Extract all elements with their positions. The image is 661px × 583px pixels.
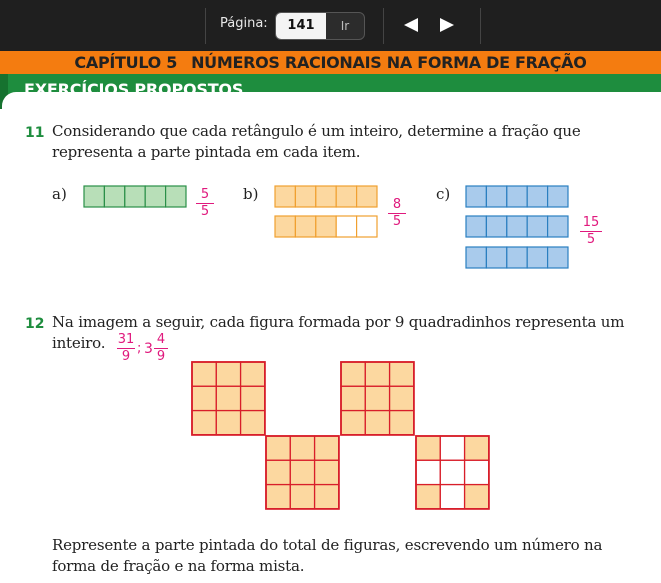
grid-shaded-square	[315, 460, 339, 484]
grid-shaded-square	[465, 436, 489, 460]
exercise-number: 12	[25, 316, 45, 332]
shaded-part	[145, 186, 165, 207]
shaded-part	[104, 186, 124, 207]
grid-shaded-square	[290, 485, 314, 509]
grid-empty-square	[465, 460, 489, 484]
go-button[interactable]: Ir	[340, 19, 350, 33]
grid-shaded-square	[290, 436, 314, 460]
shaded-part	[527, 186, 547, 207]
item-c-figure	[466, 186, 568, 268]
shaded-part	[527, 247, 547, 268]
grid-shaded-square	[341, 411, 365, 435]
shaded-part	[548, 247, 568, 268]
denominator: 9	[121, 349, 131, 364]
exercise-text: representa a parte pintada em cada item.	[52, 143, 361, 161]
grid-shaded-square	[241, 386, 265, 410]
mixed-fraction	[154, 333, 168, 364]
unshaded-part	[336, 216, 356, 237]
item-a-figure	[84, 186, 186, 207]
grid-shaded-square	[192, 411, 216, 435]
shaded-part	[125, 186, 145, 207]
shaded-part	[466, 216, 486, 237]
shaded-part	[316, 186, 336, 207]
shaded-part	[316, 216, 336, 237]
grid-shaded-square	[365, 362, 389, 386]
shaded-part	[507, 247, 527, 268]
shaded-part	[507, 186, 527, 207]
grid-shaded-square	[216, 386, 240, 410]
answer-fraction-a	[196, 188, 214, 219]
grid-shaded-square	[192, 362, 216, 386]
page-number-input[interactable]: 141	[276, 13, 326, 39]
grid-shaded-square	[266, 436, 290, 460]
mixed-whole: 3	[144, 341, 153, 357]
shaded-part	[486, 216, 506, 237]
grid-shaded-square	[390, 411, 414, 435]
item-label-a: a)	[52, 185, 67, 203]
numerator: 8	[392, 197, 402, 212]
shaded-part	[295, 216, 315, 237]
grid-shaded-square	[341, 386, 365, 410]
answer-fraction-b	[388, 198, 406, 229]
grid-shaded-square	[465, 485, 489, 509]
item-label-b: b)	[243, 185, 259, 203]
grid-shaded-square	[290, 460, 314, 484]
shaded-part	[84, 186, 104, 207]
unshaded-part	[357, 216, 377, 237]
exercise-number: 11	[25, 125, 45, 141]
grid-shaded-square	[266, 460, 290, 484]
grid-shaded-square	[365, 386, 389, 410]
grid-shaded-square	[216, 411, 240, 435]
answer-separator: ;	[137, 341, 142, 356]
grid-empty-square	[440, 436, 464, 460]
shaded-part	[548, 186, 568, 207]
exercise-12-figures	[192, 362, 489, 509]
item-label-c: c)	[436, 185, 451, 203]
shaded-part	[275, 216, 295, 237]
denominator: 5	[200, 204, 210, 219]
numerator: 15	[582, 215, 600, 230]
grid-shaded-square	[192, 386, 216, 410]
grid-shaded-square	[365, 411, 389, 435]
section-title: EXERCÍCIOS PROPOSTOS	[24, 80, 244, 99]
exercise-text: Na imagem a seguir, cada figura formada por 9 quadradinhos representa um	[52, 313, 625, 331]
shaded-part	[527, 216, 547, 237]
shaded-part	[166, 186, 186, 207]
exercise-prompt: forma de fração e na forma mista.	[52, 557, 305, 575]
chapter-label: CAPÍTULO 5	[74, 53, 178, 72]
shaded-part	[466, 247, 486, 268]
grid-shaded-square	[315, 436, 339, 460]
answer-fraction	[117, 333, 135, 364]
grid-shaded-square	[416, 485, 440, 509]
grid-empty-square	[440, 485, 464, 509]
grid-shaded-square	[315, 485, 339, 509]
exercise-text: Considerando que cada retângulo é um inteiro, determine a fração que	[52, 122, 581, 140]
grid-shaded-square	[390, 362, 414, 386]
shaded-part	[295, 186, 315, 207]
chapter-title: NÚMEROS RACIONAIS NA FORMA DE FRAÇÃO	[191, 53, 587, 72]
answer-fraction-c	[580, 216, 602, 247]
grid-shaded-square	[341, 362, 365, 386]
item-b-figure	[275, 186, 377, 237]
shaded-part	[275, 186, 295, 207]
denominator: 5	[392, 214, 402, 229]
grid-shaded-square	[241, 362, 265, 386]
denominator: 9	[156, 349, 166, 364]
exercise-prompt: Represente a parte pintada do total de figuras, escrevendo um número na	[52, 536, 603, 554]
grid-empty-square	[440, 460, 464, 484]
shaded-part	[357, 186, 377, 207]
grid-shaded-square	[266, 485, 290, 509]
shaded-part	[548, 216, 568, 237]
shaded-part	[466, 186, 486, 207]
shaded-part	[486, 247, 506, 268]
exercise-12-answer	[117, 333, 177, 365]
grid-empty-square	[416, 460, 440, 484]
shaded-part	[336, 186, 356, 207]
denominator: 5	[586, 232, 596, 247]
grid-shaded-square	[390, 386, 414, 410]
grid-shaded-square	[241, 411, 265, 435]
shaded-part	[486, 186, 506, 207]
numerator: 5	[200, 187, 210, 202]
page-label: Página:	[220, 16, 268, 31]
grid-shaded-square	[216, 362, 240, 386]
numerator: 4	[156, 332, 166, 347]
shaded-part	[507, 216, 527, 237]
exercise-text: inteiro.	[52, 334, 106, 352]
grid-shaded-square	[416, 436, 440, 460]
numerator: 31	[117, 332, 135, 347]
